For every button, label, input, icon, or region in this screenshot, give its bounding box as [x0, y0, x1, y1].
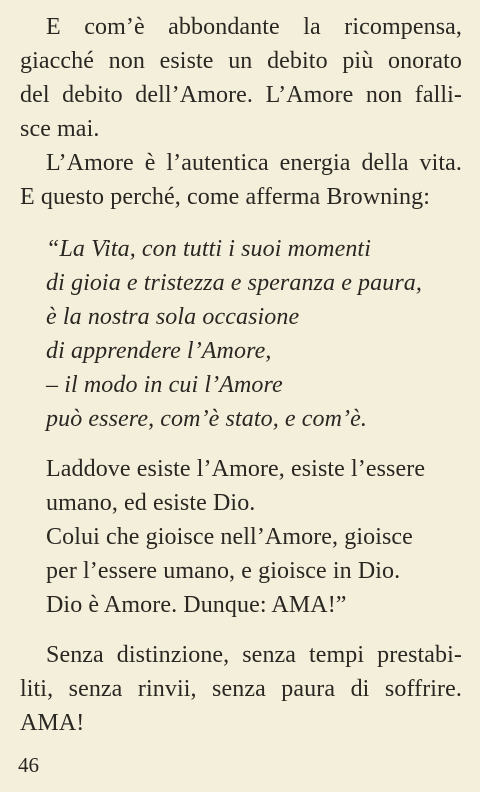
paragraph-1-line-1: E com’è abbondante la ricompensa,	[46, 14, 462, 40]
quote-prose-line-2: umano, ed esiste Dio.	[46, 490, 256, 516]
quote-verse-line-3: è la nostra sola occasione	[46, 304, 300, 330]
quote-verse-line-4: di apprendere l’Amore,	[46, 338, 272, 364]
quote-prose-line-3: Colui che gioisce nell’Amore, gioisce	[46, 524, 413, 550]
quote-verse-line-6: può essere, com’è stato, e com’è.	[46, 406, 367, 432]
quote-verse-line-1: “La Vita, con tutti i suoi momenti	[46, 236, 371, 262]
quote-prose-line-4: per l’essere umano, e gioisce in Dio.	[46, 558, 401, 584]
quote-verse-line-2: di gioia e tristezza e speranza e paura,	[46, 270, 422, 296]
paragraph-2-line-2: E questo perché, come afferma Browning:	[20, 184, 430, 210]
quote-prose-line-5: Dio è Amore. Dunque: AMA!”	[46, 592, 347, 618]
quote-verse-line-5: – il modo in cui l’Amore	[46, 372, 283, 398]
paragraph-1-line-4: sce mai.	[20, 116, 100, 142]
paragraph-3-line-1: Senza distinzione, senza tempi prestabi-	[46, 642, 462, 668]
paragraph-3-line-2: liti, senza rinvii, senza paura di soffrire.	[20, 676, 462, 702]
paragraph-2-line-1: L’Amore è l’autentica energia della vita.	[46, 150, 462, 176]
paragraph-3-line-3: AMA!	[20, 710, 85, 736]
paragraph-1-line-2: giacché non esiste un debito più onorato	[20, 48, 462, 74]
quote-prose-line-1: Laddove esiste l’Amore, esiste l’essere	[46, 456, 426, 482]
page-number: 46	[18, 753, 39, 777]
paragraph-1-line-3: del debito dell’Amore. L’Amore non falli-	[20, 82, 462, 108]
